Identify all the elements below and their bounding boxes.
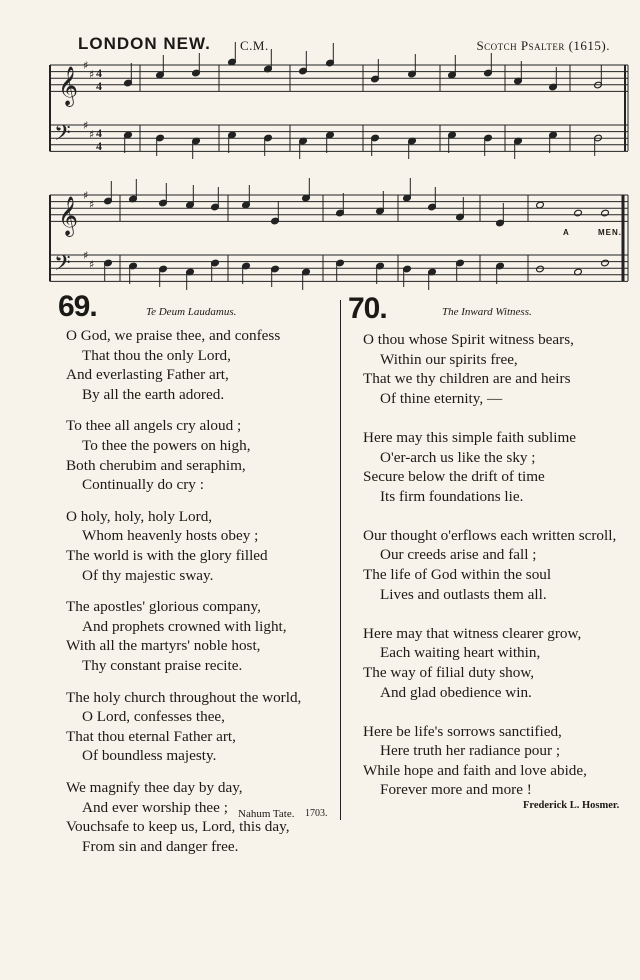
- hymn-69-line: O Lord, confesses thee,: [82, 708, 225, 726]
- hymn-69-line: The world is with the glory filled: [66, 547, 268, 564]
- hymn-69-line: Thy constant praise recite.: [82, 657, 243, 674]
- hymn-69-line: From sin and danger free.: [82, 837, 239, 855]
- svg-text:♯: ♯: [89, 128, 95, 141]
- hymn-70-line: Here be life's sorrows sanctified,: [363, 722, 562, 740]
- svg-text:♯: ♯: [83, 249, 89, 262]
- svg-text:♯: ♯: [89, 68, 95, 81]
- hymn-69-year: 1703.: [305, 808, 328, 819]
- svg-text:4: 4: [96, 79, 102, 93]
- hymn-70-author: Frederick L. Hosmer.: [523, 800, 620, 811]
- hymn-69-line: Whom heavenly hosts obey ;: [82, 527, 259, 545]
- hymn-69-line: The holy church throughout the world,: [66, 688, 302, 706]
- hymn-70-line: Of thine eternity, —: [380, 389, 503, 407]
- amen-right: MEN.: [598, 228, 622, 237]
- hymn-69-line: By all the earth adored.: [82, 385, 225, 403]
- svg-text:𝄞: 𝄞: [58, 66, 79, 106]
- hymn-69-line: We magnify thee day by day,: [66, 779, 243, 796]
- hymn-69-line: O God, we praise thee, and confess: [66, 327, 281, 344]
- hymn-70-number: 70.: [348, 292, 387, 325]
- svg-text:♯: ♯: [89, 258, 95, 271]
- hymn-69-line: With all the martyrs' noble host,: [66, 637, 261, 655]
- hymn-70-line: O'er-arch us like the sky ;: [380, 448, 536, 466]
- hymn-70-line: While hope and faith and love abide,: [363, 761, 587, 779]
- hymn-69-line: Continually do cry :: [82, 476, 204, 494]
- hymn-69-line: And everlasting Father art,: [66, 366, 229, 384]
- svg-text:4: 4: [96, 139, 102, 153]
- hymn-70-line: Secure below the drift of time: [363, 468, 545, 486]
- hymn-69-line: To thee all angels cry aloud ;: [66, 417, 242, 435]
- meter-label: C.M.: [240, 38, 269, 53]
- hymn-69-number: 69.: [58, 290, 97, 323]
- svg-text:𝄞: 𝄞: [58, 196, 79, 236]
- svg-text:♯: ♯: [83, 119, 89, 132]
- hymn-70-line: Lives and outlasts them all.: [380, 585, 547, 603]
- hymn-69-line: That thou eternal Father art,: [66, 727, 236, 745]
- amen-left: A: [563, 228, 570, 237]
- svg-text:♯: ♯: [83, 59, 89, 72]
- hymn-69-line: Of thy majestic sway.: [82, 566, 214, 584]
- svg-text:4: 4: [96, 126, 102, 140]
- hymn-70-line: Its firm foundations lie.: [380, 487, 524, 505]
- hymn-70-line: Forever more and more !: [380, 781, 532, 799]
- tune-source: Scotch Psalter (1615).: [476, 38, 610, 53]
- hymn-69-line: And prophets crowned with light,: [82, 617, 287, 635]
- hymn-69-line: To thee the powers on high,: [82, 437, 251, 454]
- hymn-70-line: That we thy children are and heirs: [363, 370, 571, 388]
- hymn-69-line: That thou the only Lord,: [82, 346, 231, 364]
- svg-text:♯: ♯: [83, 189, 89, 202]
- hymn-70-title: The Inward Witness.: [442, 306, 532, 318]
- hymn-70-line: Within our spirits free,: [380, 350, 518, 368]
- hymn-70-line: Here may that witness clearer grow,: [363, 624, 582, 642]
- hymn-69-line: Of boundless majesty.: [82, 747, 217, 765]
- hymn-70-line: Our creeds arise and fall ;: [380, 546, 537, 564]
- svg-text:♯: ♯: [89, 198, 95, 211]
- hymn-69-line: Both cherubim and seraphim,: [66, 456, 246, 474]
- svg-text:𝄢: 𝄢: [54, 251, 71, 281]
- hymn-69-line: The apostles' glorious company,: [66, 598, 261, 616]
- hymn-70-line: O thou whose Spirit witness bears,: [363, 331, 574, 348]
- hymn-70-line: The life of God within the soul: [363, 566, 552, 583]
- hymn-69-line: And ever worship thee ;: [82, 798, 228, 816]
- hymn-70-line: Our thought o'erflows each written scroll,: [363, 526, 617, 544]
- svg-text:4: 4: [96, 66, 102, 80]
- hymn-70-line: Here truth her radiance pour ;: [380, 742, 561, 760]
- tune-name: LONDON NEW.: [78, 34, 211, 53]
- music-score: [0, 0, 640, 290]
- hymn-69-author: Nahum Tate.: [238, 808, 295, 820]
- hymn-69-line: O holy, holy, holy Lord,: [66, 507, 213, 525]
- hymn-70-line: Here may this simple faith sublime: [363, 428, 577, 446]
- svg-text:𝄢: 𝄢: [54, 121, 71, 151]
- hymn-69-line: Vouchsafe to keep us, Lord, this day,: [66, 818, 290, 836]
- hymn-70-line: Each waiting heart within,: [380, 644, 541, 662]
- column-divider: [340, 300, 341, 820]
- hymn-70-line: And glad obedience win.: [380, 683, 532, 701]
- hymn-70-line: The way of filial duty show,: [363, 663, 535, 681]
- hymn-69-title: Te Deum Laudamus.: [146, 306, 237, 318]
